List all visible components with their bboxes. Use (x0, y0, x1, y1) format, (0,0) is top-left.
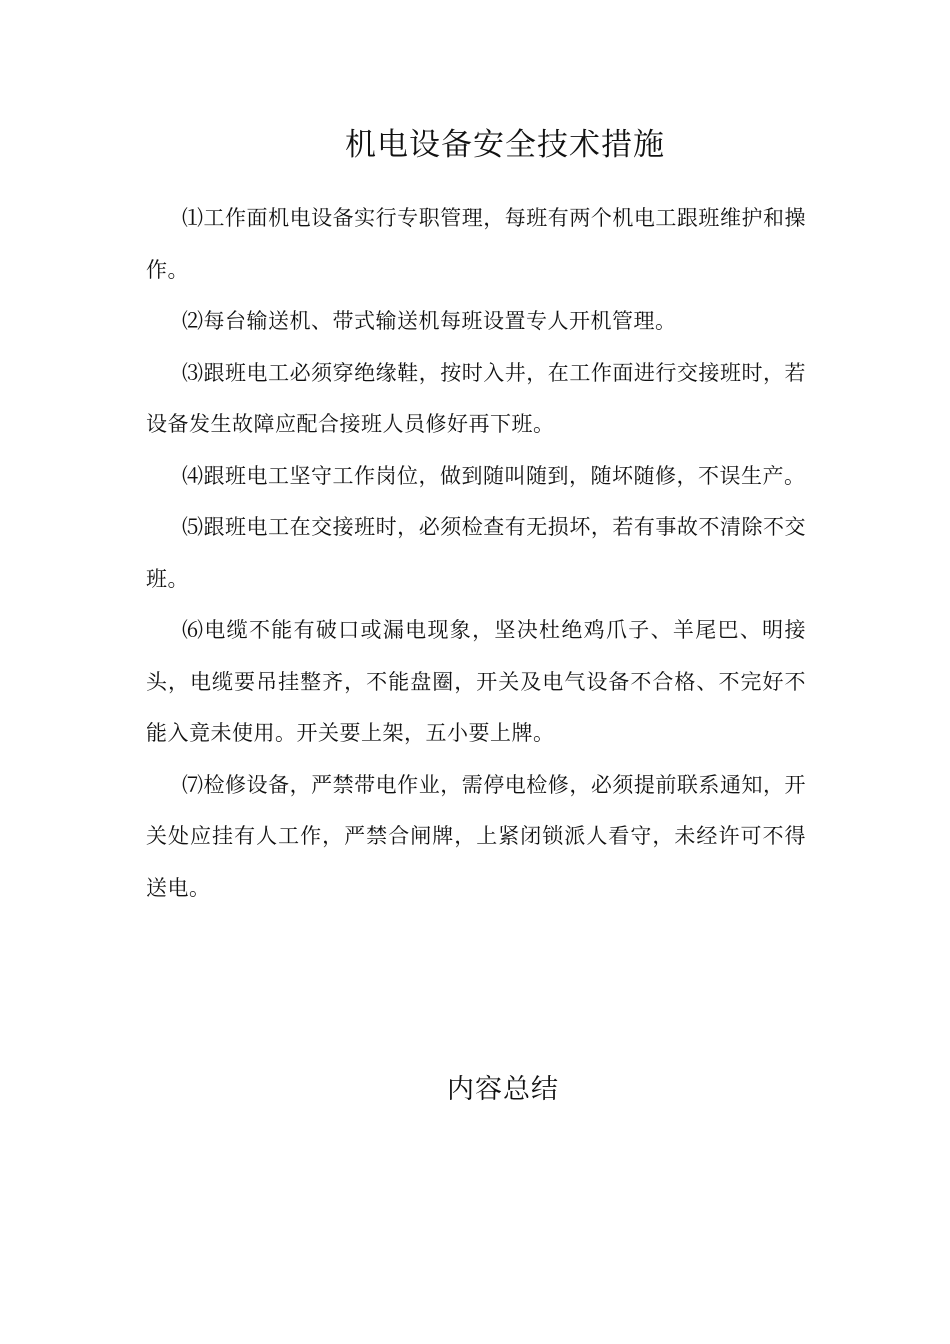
paragraph-1: ⑴工作面机电设备实行专职管理，每班有两个机电工跟班维护和操作。 (146, 206, 806, 282)
paragraph-4: ⑷跟班电工坚守工作岗位，做到随叫随到，随坏随修，不误生产。 (182, 463, 806, 488)
summary-heading: 内容总结 (447, 1074, 559, 1105)
paragraph-6: ⑹电缆不能有破口或漏电现象，坚决杜绝鸡爪子、羊尾巴、明接头，电缆要吊挂整齐，不能盘圈，开关及电气设备不合格、不完好不能入竟未使用。开关要上架，五小要上牌。 (146, 618, 806, 745)
paragraph-3: ⑶跟班电工必须穿绝缘鞋，按时入井，在工作面进行交接班时，若设备发生故障应配合接班人员修好再下班。 (146, 360, 806, 436)
paragraph-5: ⑸跟班电工在交接班时，必须检查有无损坏，若有事故不清除不交班。 (146, 515, 806, 591)
paragraph-2: ⑵每台输送机、带式输送机每班设置专人开机管理。 (182, 309, 677, 333)
paragraph-7: ⑺检修设备，严禁带电作业，需停电检修，必须提前联系通知，开关处应挂有人工作，严禁合闸牌，上紧闭锁派人看守，未经许可不得送电。 (146, 772, 806, 900)
document-body (146, 193, 806, 914)
document-title: 机电设备安全技术措施 (345, 127, 665, 163)
